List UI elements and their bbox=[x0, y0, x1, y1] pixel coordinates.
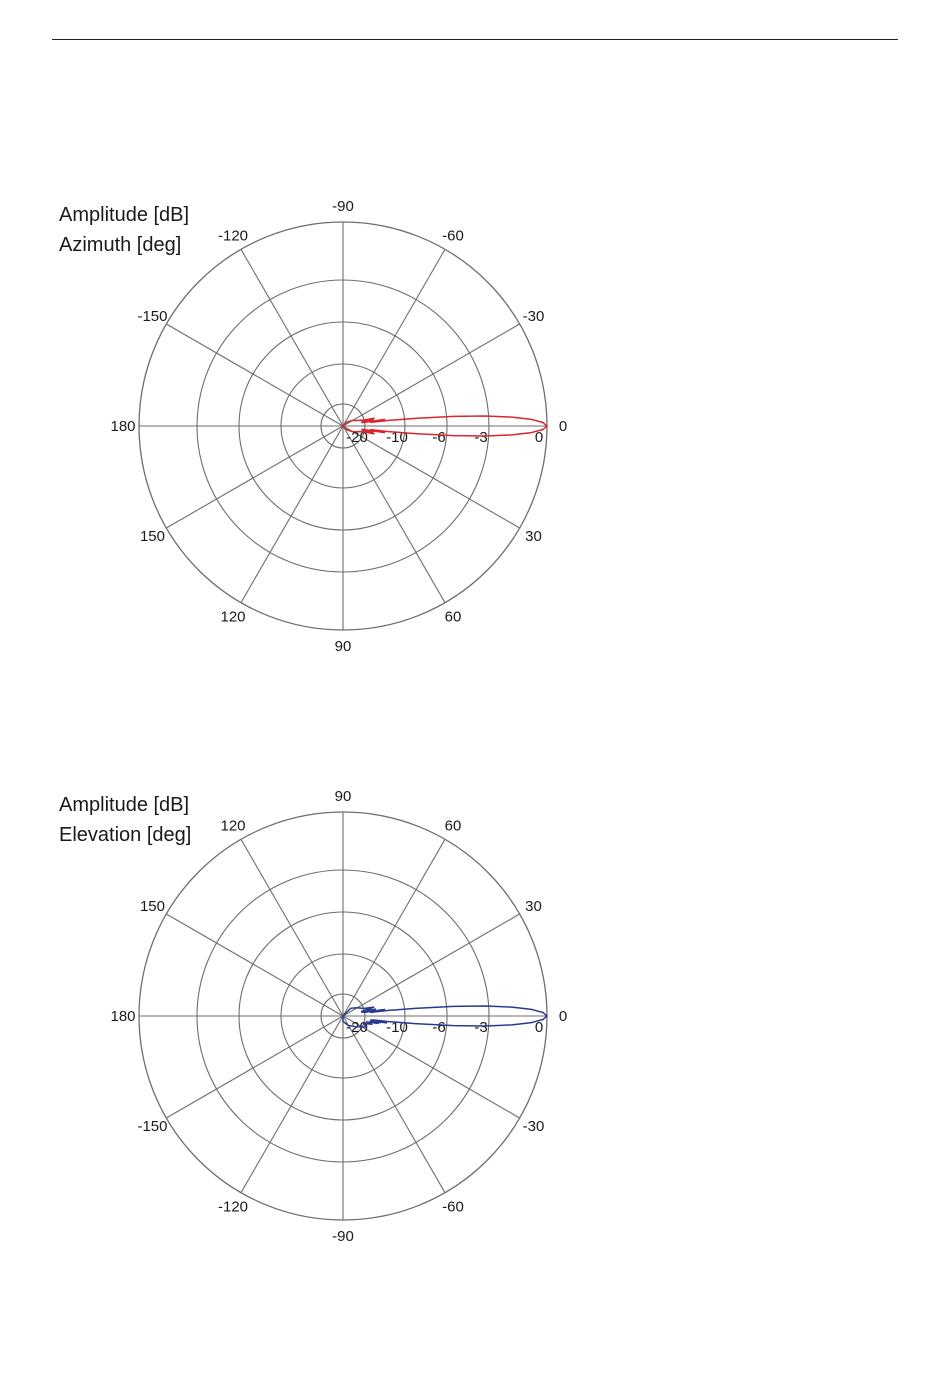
spoke--30 bbox=[343, 1016, 520, 1118]
radial-tick-label: -20 bbox=[346, 429, 368, 446]
azimuth-polar-chart bbox=[0, 170, 950, 730]
angle-tick-label: -120 bbox=[217, 1198, 249, 1216]
angle-tick-label: 60 bbox=[444, 608, 462, 626]
spoke-30 bbox=[343, 426, 520, 528]
angle-tick-label: 0 bbox=[558, 1008, 568, 1025]
spoke--150 bbox=[166, 324, 343, 426]
angle-tick-label: 150 bbox=[139, 898, 165, 915]
radial-tick-label: -6 bbox=[432, 1019, 446, 1036]
angle-tick-label: -150 bbox=[137, 1118, 168, 1135]
spoke-120 bbox=[241, 426, 343, 603]
angle-tick-label: 30 bbox=[525, 898, 542, 915]
spoke-60 bbox=[343, 839, 445, 1016]
radial-tick-label: 0 bbox=[534, 429, 544, 446]
spoke-150 bbox=[166, 426, 343, 528]
radial-tick-label: -6 bbox=[432, 429, 446, 446]
angle-tick-label: -30 bbox=[522, 1118, 545, 1135]
spoke--30 bbox=[343, 324, 520, 426]
angle-tick-label: -150 bbox=[137, 308, 168, 325]
angle-tick-label: 90 bbox=[334, 788, 352, 805]
radial-tick-label: -3 bbox=[474, 429, 488, 446]
angle-tick-label: -60 bbox=[442, 227, 464, 245]
angle-tick-label: 180 bbox=[110, 1008, 136, 1025]
spoke--120 bbox=[241, 1016, 343, 1193]
radial-tick-label: -3 bbox=[474, 1019, 488, 1036]
title-line-azimuth: Azimuth [deg] bbox=[59, 234, 182, 256]
angle-tick-label: -30 bbox=[522, 308, 545, 325]
header-rule bbox=[52, 39, 898, 40]
radial-tick-label: 0 bbox=[534, 1019, 544, 1036]
title-line-elevation: Elevation [deg] bbox=[59, 824, 192, 846]
spoke--60 bbox=[343, 249, 445, 426]
radial-tick-label: -10 bbox=[386, 429, 408, 446]
angle-tick-label: 60 bbox=[444, 817, 462, 835]
azimuth-polar-plot bbox=[0, 170, 950, 730]
radial-tick-label: -10 bbox=[386, 1019, 408, 1036]
title-line-amplitude: Amplitude [dB] bbox=[59, 204, 190, 226]
angle-tick-label: 0 bbox=[558, 418, 568, 435]
elevation-polar-plot bbox=[0, 760, 950, 1320]
elevation-polar-chart bbox=[0, 760, 950, 1320]
spoke--120 bbox=[241, 249, 343, 426]
spoke--60 bbox=[343, 1016, 445, 1193]
angle-tick-label: -90 bbox=[332, 1228, 354, 1245]
angle-tick-label: -60 bbox=[442, 1198, 464, 1216]
angle-tick-label: -120 bbox=[217, 227, 249, 245]
spoke-30 bbox=[343, 914, 520, 1016]
title-line-amplitude: Amplitude [dB] bbox=[59, 794, 190, 816]
angle-tick-label: 150 bbox=[139, 528, 165, 545]
spoke-120 bbox=[241, 839, 343, 1016]
spoke--150 bbox=[166, 1016, 343, 1118]
radial-tick-label: -20 bbox=[346, 1019, 368, 1036]
angle-tick-label: 30 bbox=[525, 528, 542, 545]
angle-tick-label: 120 bbox=[220, 817, 246, 835]
spoke-150 bbox=[166, 914, 343, 1016]
angle-tick-label: 90 bbox=[334, 638, 352, 655]
angle-tick-label: 180 bbox=[110, 418, 136, 435]
angle-tick-label: 120 bbox=[220, 608, 246, 626]
spoke-60 bbox=[343, 426, 445, 603]
angle-tick-label: -90 bbox=[332, 198, 354, 215]
